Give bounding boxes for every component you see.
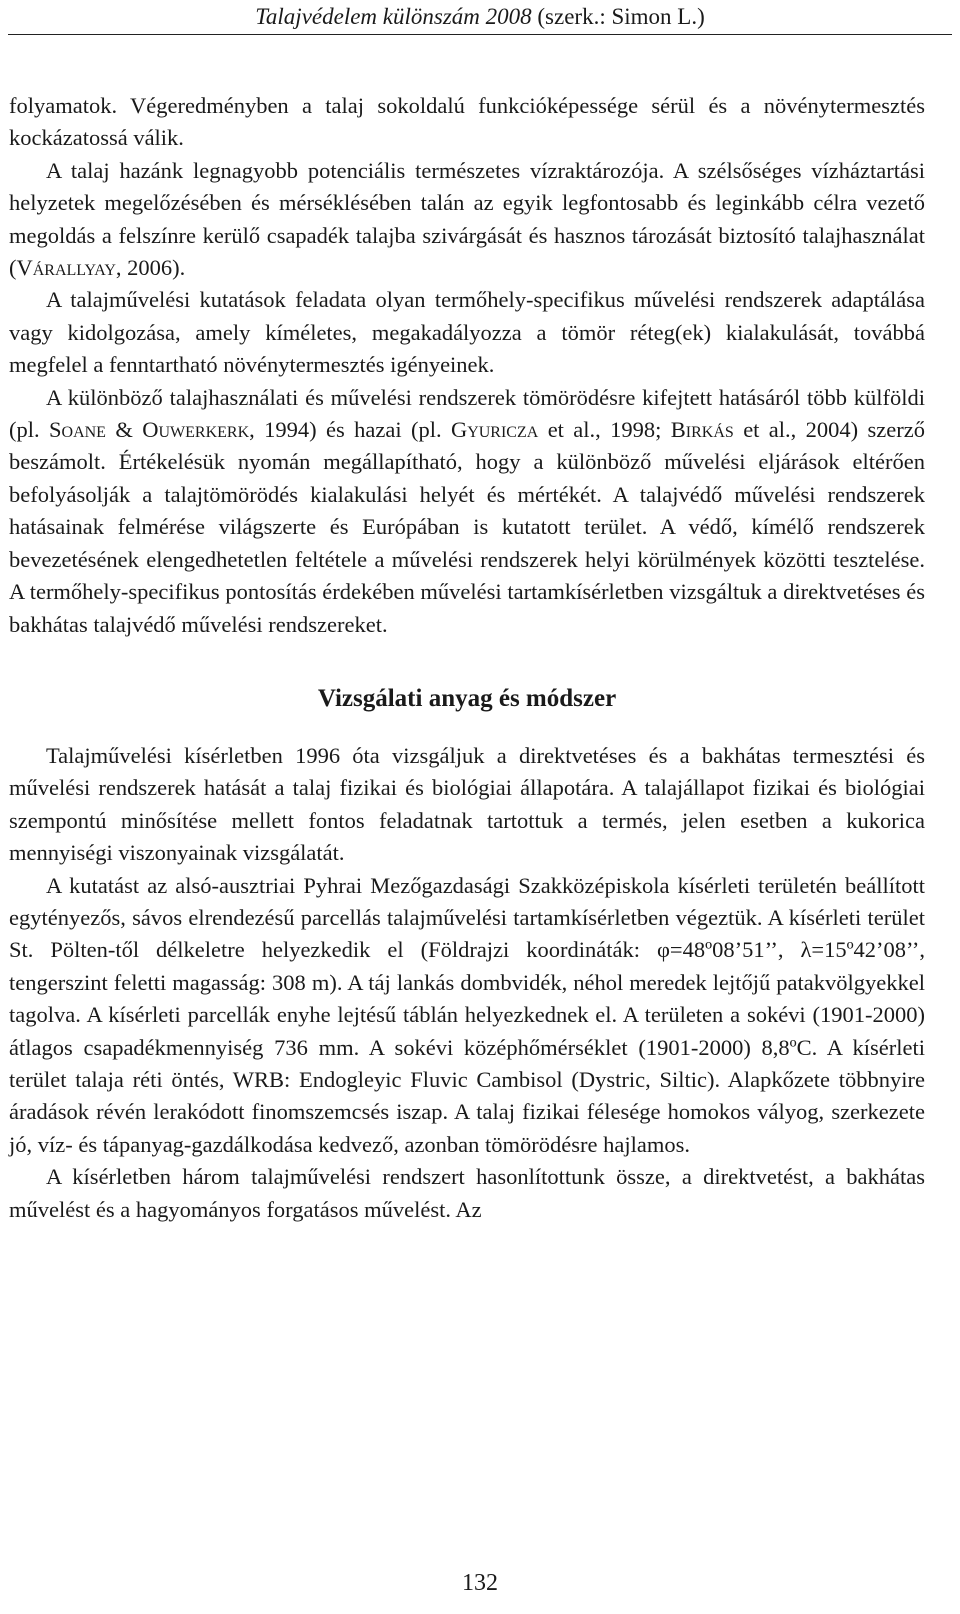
citation-author: Ouwerkerk <box>142 417 250 443</box>
body-text <box>9 90 925 1226</box>
paragraph-literature <box>9 382 925 641</box>
citation-author: Várallyay <box>16 255 116 281</box>
section-heading: Vizsgálati anyag és módszer <box>317 684 617 712</box>
paragraph-text: & <box>105 417 143 443</box>
page-number: 132 <box>462 1570 498 1596</box>
citation-author: Birkás <box>670 417 734 443</box>
citation-author: Soane <box>49 417 106 443</box>
paragraph-continuation: folyamatok. Végeredményben a talaj sokoldalú funkcióképessége sérül és a növénytermesztés kockázatossá válik. <box>9 93 925 151</box>
paragraph-text: A talaj hazánk legnagyobb potenciális természetes vízraktározója. A szélsőséges vízháztartási helyzetek megelőzésében és mérséklésében talán az egyik legfontosabb és leginkább célra vezető megoldás a felszínre kerülő csapadék talajba szivárgását és hasznos tározását biztosító talajhasználat ( <box>9 157 925 281</box>
journal-title: Talajvédelem különszám 2008 <box>255 4 532 29</box>
paragraph-text: , 1994) és hazai (pl. <box>249 417 451 443</box>
paragraph-text: , 2006). <box>115 255 186 281</box>
paragraph-methods-intro: Talajművelési kísérletben 1996 óta vizsgáljuk a direktvetéses és a bakhátas termesztési és művelési rendszerek hatását a talaj fizikai és biológiai állapotára. A talajállapot fizikai és biológiai szempontú minősítése mellett fontos feladatnak tartottuk a termés, jelen esetben a kukorica mennyiségi viszonyainak vizsgálatát. <box>9 742 925 866</box>
paragraph-text: A különböző talajhasználati és művelési rendszerek tömörödésre kifejtett hatásáról több külföldi (pl. <box>9 384 925 443</box>
paragraph-treatments: A kísérletben három talajművelési rendszert hasonlítottunk össze, a direktvetést, a bakhátas művelést és a hagyományos forgatásos művelést. Az <box>9 1164 925 1222</box>
paragraph-research-task: A talajművelési kutatások feladata olyan termőhely-specifikus művelési rendszerek adaptálása vagy kidolgozása, amely kíméletes, megakadályozza a tömör réteg(ek) kialakulását, továbbá megfelel a fenntartható növénytermesztés igényeinek. <box>9 287 925 378</box>
paragraph-water-storage <box>9 155 925 285</box>
citation-author: Gyuricza <box>450 417 539 443</box>
editor-credit: (szerk.: Simon L.) <box>531 4 705 29</box>
paragraph-site-description: A kutatást az alsó-ausztriai Pyhrai Mezőgazdasági Szakközépiskola kísérleti területén beállított egytényezős, sávos elrendezésű parcellás talajművelési tartamkísérletben végeztük. A kísérleti terület St. Pölten-től délkeletre helyezkedik el (Földrajzi koordináták: φ=48º08’51’’, λ=15º42’08’’, tengerszint feletti magasság: 308 m). A táj lankás dombvidék, néhol meredek lejtőjű patakvölgyekkel tagolva. A kísérleti parcellák enyhe lejtésű táblán helyezkednek el. A területen a sokévi (1901-2000) átlagos csapadékmennyiség 736 mm. A sokévi középhőmérséklet (1901-2000) 8,8ºC. A kísérleti terület talaja réti öntés, WRB: Endogleyic Fluvic Cambisol (Dystric, Siltic). Alapkőzete többnyire áradások révén lerakódott finomszemcsés iszap. A talaj fizikai félesége homokos vályog, szerkezete jó, víz- és tápanyag-gazdálkodása kedvező, azonban tömörödésre hajlamos. <box>9 872 925 1157</box>
paragraph-text: et al., 2004) szerző beszámolt. Értékelésük nyomán megállapítható, hogy a különböző művelési eljárások eltérően befolyásolják a talajtömörödés kialakulási helyét és mértékét. A talajvédő művelési rendszerek hatásainak felmérése világszerte és Európában is kutatott terület. A védő, kímélő rendszerek bevezetésének elengedhetetlen feltétele a művelési rendszerek helyi körülmények közötti tesztelése. A termőhely-specifikus pontosítás érdekében művelési tartamkísérletben vizsgáltuk a direktvetéses és bakhátas talajvédő művelési rendszereket. <box>9 417 925 637</box>
paragraph-text: et al., 1998; <box>538 417 671 443</box>
running-header <box>8 2 952 35</box>
